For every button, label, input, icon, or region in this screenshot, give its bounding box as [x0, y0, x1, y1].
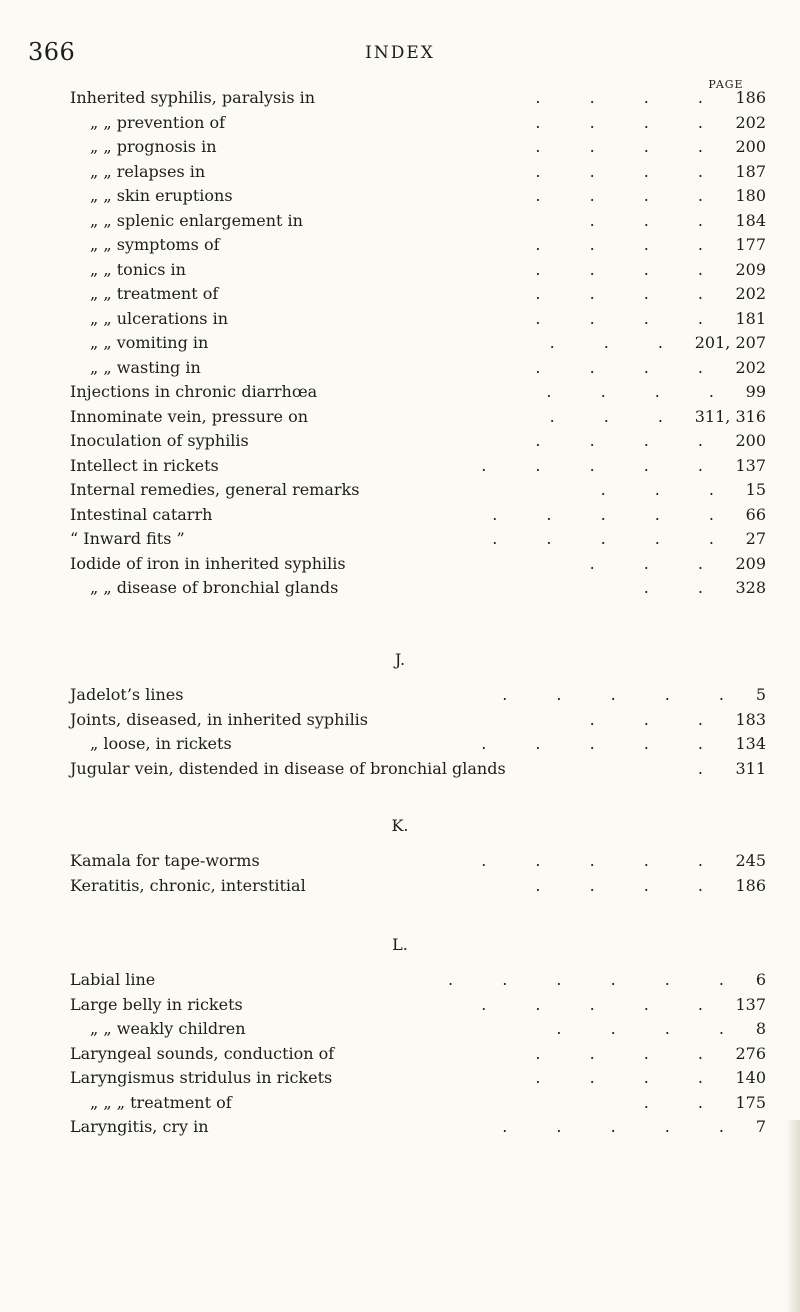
- entry-text: „ „ prevention of: [90, 112, 226, 132]
- leader-dots: . . . . .: [492, 529, 736, 548]
- leader-dots: . . . .: [535, 259, 725, 279]
- leader-dots: . . . .: [535, 1068, 725, 1087]
- entry-page: 209: [735, 259, 766, 279]
- leader-dots: . .: [643, 578, 725, 597]
- entry-page: 200: [735, 137, 766, 156]
- leader-dots: . . .: [600, 480, 736, 499]
- leader-dots: . . .: [589, 553, 725, 573]
- leader-dots: . . . .: [546, 382, 736, 401]
- entry-page: 311, 316: [694, 406, 766, 426]
- leader-dots: . . . .: [535, 284, 725, 303]
- entry-page: 184: [735, 210, 766, 230]
- index-entry: [70, 683, 770, 708]
- index-entry: [70, 111, 770, 136]
- entry-text: Labial line: [70, 970, 156, 989]
- leader-dots: . .: [643, 1092, 725, 1112]
- leader-dots: . . .: [589, 210, 725, 230]
- index-entry: [70, 849, 770, 874]
- entry-text: „ „ treatment of: [90, 284, 219, 303]
- index-entry: [70, 454, 770, 479]
- index-entry: [70, 258, 770, 283]
- entry-text: Inoculation of syphilis: [70, 431, 249, 450]
- page-column-label: PAGE: [708, 78, 744, 91]
- entry-text: „ „ weakly children: [90, 1019, 246, 1038]
- entry-text: „ „ prognosis in: [90, 137, 217, 156]
- entry-text: Laryngitis, cry in: [70, 1117, 209, 1136]
- entry-text: „ „ disease of bronchial glands: [90, 578, 339, 597]
- leader-dots: . . . .: [535, 88, 725, 107]
- index-entry: [70, 1066, 770, 1091]
- leader-dots: . . . .: [535, 137, 725, 156]
- entry-text: Jadelot’s lines: [70, 685, 184, 704]
- entry-page: 181: [735, 308, 766, 328]
- index-entry: [70, 552, 770, 577]
- index-entry: [70, 503, 770, 528]
- entry-page: 15: [745, 480, 766, 499]
- entry-text: Inherited syphilis, paralysis in: [70, 88, 316, 107]
- index-entry: [70, 405, 770, 430]
- page-number: 366: [28, 38, 76, 66]
- entry-page: 245: [735, 851, 766, 870]
- leader-dots: . . . . .: [481, 734, 725, 753]
- running-title: INDEX: [365, 43, 435, 63]
- entry-page: 180: [735, 186, 766, 205]
- entry-page: 209: [735, 553, 766, 573]
- entry-text: „ „ wasting in: [90, 357, 201, 377]
- index-entry: [70, 478, 770, 503]
- index-entry: [70, 233, 770, 258]
- entry-text: Large belly in rickets: [70, 994, 243, 1014]
- entry-page: 311: [735, 758, 766, 778]
- leader-dots: . . .: [549, 406, 685, 426]
- entry-page: 6: [755, 970, 766, 989]
- entry-page: 183: [735, 709, 766, 729]
- entry-page: 99: [745, 382, 766, 401]
- entry-page: 177: [735, 235, 766, 254]
- leader-dots: . . . .: [535, 161, 725, 181]
- entry-page: 187: [735, 161, 766, 181]
- index-entry: [70, 1091, 770, 1116]
- entry-page: 201, 207: [694, 333, 766, 352]
- leader-dots: . . . .: [535, 357, 725, 377]
- section-i-entries: [70, 86, 770, 601]
- index-entry: [70, 757, 770, 782]
- index-entry: [70, 307, 770, 332]
- section-heading-l: L.: [392, 935, 408, 954]
- entry-page: 7: [755, 1117, 766, 1136]
- index-entry: [70, 209, 770, 234]
- index-entry: [70, 184, 770, 209]
- leader-dots: . . . .: [535, 112, 725, 132]
- entry-text: Keratitis, chronic, interstitial: [70, 875, 306, 895]
- entry-page: 27: [745, 529, 766, 548]
- entry-page: 202: [735, 112, 766, 132]
- leader-dots: . . . . . .: [448, 970, 746, 989]
- leader-dots: . . . . .: [481, 455, 725, 475]
- section-k-entries: [70, 849, 770, 898]
- section-j-entries: [70, 683, 770, 781]
- leader-dots: . . . .: [535, 186, 725, 205]
- entry-text: „ „ tonics in: [90, 259, 186, 279]
- index-entry: [70, 732, 770, 757]
- entry-text: Iodide of iron in inherited syphilis: [70, 553, 346, 573]
- entry-text: Laryngeal sounds, conduction of: [70, 1043, 335, 1063]
- entry-page: 200: [735, 431, 766, 450]
- index-entry: [70, 135, 770, 160]
- index-entry: [70, 993, 770, 1018]
- entry-text: Joints, diseased, in inherited syphilis: [70, 709, 369, 729]
- entry-text: Jugular vein, distended in disease of bronchial glands: [70, 758, 506, 778]
- entry-text: „ „ „ treatment of: [90, 1092, 232, 1112]
- leader-dots: . . . . .: [502, 1117, 746, 1136]
- index-entry: [70, 160, 770, 185]
- index-entry: [70, 331, 770, 356]
- entry-text: Innominate vein, pressure on: [70, 406, 309, 426]
- entry-text: „ „ skin eruptions: [90, 186, 233, 205]
- index-entry: [70, 576, 770, 601]
- leader-dots: . . .: [549, 333, 685, 352]
- leader-dots: .: [697, 758, 725, 778]
- entry-text: „ „ splenic enlargement in: [90, 210, 303, 230]
- index-entry: [70, 874, 770, 899]
- entry-text: „ „ vomiting in: [90, 333, 209, 352]
- entry-page: 140: [735, 1068, 766, 1087]
- leader-dots: . . . . .: [481, 851, 725, 870]
- index-entry: [70, 429, 770, 454]
- leader-dots: . . . . .: [492, 504, 736, 524]
- entry-text: „ „ ulcerations in: [90, 308, 228, 328]
- entry-text: „ loose, in rickets: [90, 734, 232, 753]
- page-edge-shadow: [786, 1120, 800, 1312]
- index-entry: [70, 968, 770, 993]
- entry-page: 8: [755, 1019, 766, 1038]
- entry-page: 175: [735, 1092, 766, 1112]
- entry-page: 328: [735, 578, 766, 597]
- leader-dots: . . . .: [535, 431, 725, 450]
- entry-text: Kamala for tape-worms: [70, 851, 260, 870]
- index-entry: [70, 282, 770, 307]
- leader-dots: . . . .: [535, 1043, 725, 1063]
- entry-page: 186: [735, 875, 766, 895]
- entry-page: 66: [745, 504, 766, 524]
- leader-dots: . . . .: [535, 235, 725, 254]
- index-entry: [70, 86, 770, 111]
- entry-page: 276: [735, 1043, 766, 1063]
- entry-page: 137: [735, 455, 766, 475]
- leader-dots: . . . .: [535, 308, 725, 328]
- section-heading-k: K.: [391, 816, 409, 835]
- entry-page: 5: [755, 685, 766, 704]
- leader-dots: . . . .: [535, 875, 725, 895]
- entry-page: 134: [735, 734, 766, 753]
- leader-dots: . . .: [589, 709, 725, 729]
- entry-text: „ „ relapses in: [90, 161, 206, 181]
- entry-text: Laryngismus stridulus in rickets: [70, 1068, 333, 1087]
- index-entry: [70, 380, 770, 405]
- entry-text: Injections in chronic diarrhœa: [70, 382, 318, 401]
- section-l-entries: [70, 968, 770, 1140]
- entry-page: 202: [735, 284, 766, 303]
- leader-dots: . . . .: [556, 1019, 746, 1038]
- index-entry: [70, 708, 770, 733]
- entry-page: 202: [735, 357, 766, 377]
- index-entry: [70, 356, 770, 381]
- entry-text: Intestinal catarrh: [70, 504, 213, 524]
- entry-text: “ Inward fits ”: [70, 529, 185, 548]
- entry-page: 137: [735, 994, 766, 1014]
- index-entry: [70, 527, 770, 552]
- leader-dots: . . . . .: [502, 685, 746, 704]
- index-entry: [70, 1115, 770, 1140]
- section-heading-j: J.: [394, 650, 406, 669]
- leader-dots: . . . . .: [481, 994, 725, 1014]
- entry-text: Internal remedies, general remarks: [70, 480, 360, 499]
- entry-text: Intellect in rickets: [70, 455, 219, 475]
- entry-page: 186: [735, 88, 766, 107]
- entry-text: „ „ symptoms of: [90, 235, 220, 254]
- index-entry: [70, 1017, 770, 1042]
- index-entry: [70, 1042, 770, 1067]
